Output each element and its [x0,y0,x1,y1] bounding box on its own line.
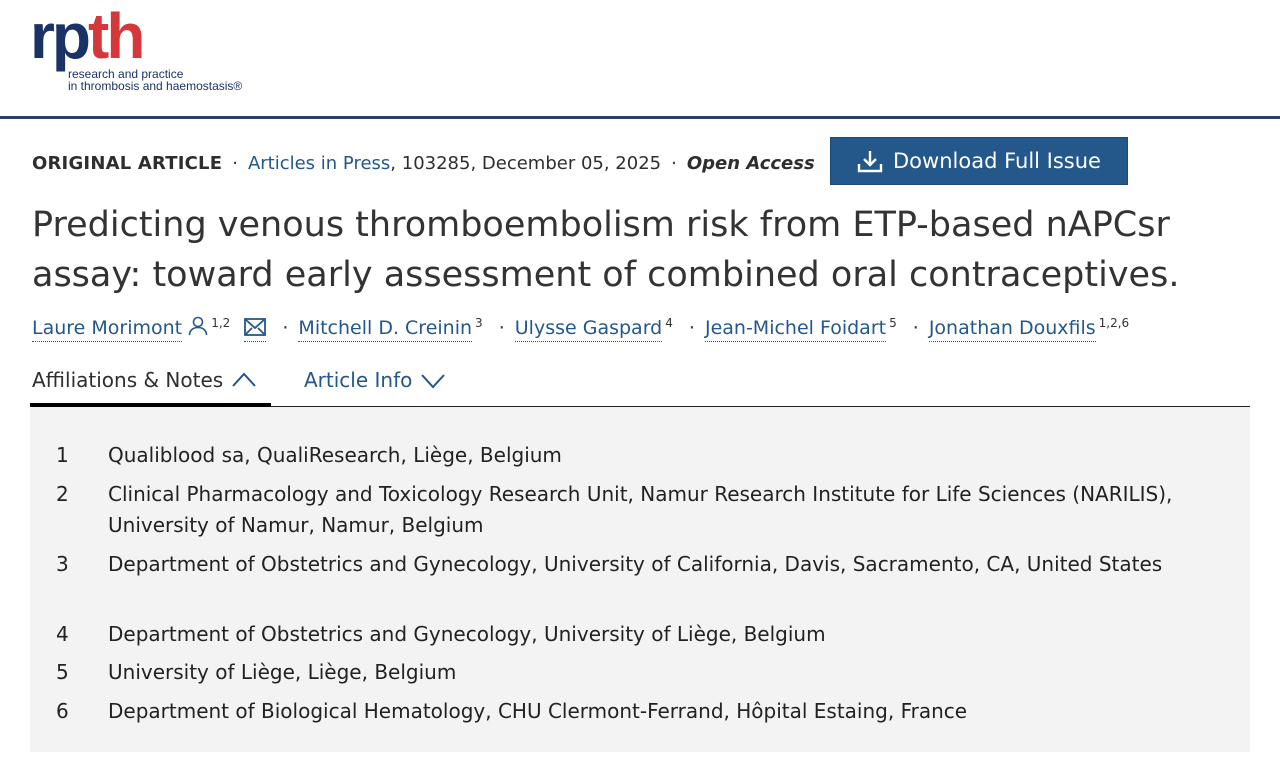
affiliations-panel [30,407,1250,752]
author-affiliation-sup: 1,2,6 [1098,316,1130,330]
affiliation-text: University of Liège, Liège, Belgium [108,660,457,684]
author-link[interactable]: Jean-Michel Foidart [705,317,886,342]
author-link[interactable]: Jonathan Douxfils [929,317,1096,342]
author-affiliation-sup: 1,2 [211,316,231,330]
affiliation-number: 1 [56,443,69,467]
affiliation-number: 3 [56,552,69,576]
author-affiliation-sup: 5 [889,316,897,330]
article-meta: ORIGINAL ARTICLE · Articles in Press, 103285, December 05, 2025 · Open Access [32,153,815,174]
affiliation-number: 4 [56,622,69,646]
chevron-up-icon [231,368,257,392]
chevron-down-icon [420,368,446,392]
logo-subtitle-2: in thrombosis and haemostasis® [68,79,243,93]
article-details: , 103285, December 05, 2025 [390,153,662,174]
email-icon[interactable] [244,317,266,342]
download-icon [857,149,883,173]
person-icon [188,316,208,336]
tab-affiliations-notes[interactable] [30,368,271,407]
affiliation-text: Clinical Pharmacology and Toxicology Research Unit, Namur Research Institute for Life Sciences (NARILIS), University of Namur, Namur, Belgium [108,482,1173,537]
article-tabs [30,368,1250,407]
author-link[interactable]: Mitchell D. Creinin [298,317,472,342]
tab-label: Article Info [304,368,413,392]
affiliation-number: 5 [56,660,69,684]
articles-in-press-link[interactable]: Articles in Press [247,153,391,174]
author-link[interactable]: Laure Morimont [32,317,182,342]
article-title: Predicting venous thromboembolism risk from ETP-based nAPCsr assay: toward early assessment of combined oral contraceptives. [32,205,1180,295]
affiliation-number: 2 [56,482,69,506]
author-affiliation-sup: 3 [475,316,483,330]
tab-label: Affiliations & Notes [32,368,224,392]
open-access-badge: Open Access [686,153,815,174]
logo-th: th [88,0,143,72]
affiliation-text: Qualiblood sa, QualiResearch, Liège, Belgium [108,443,562,467]
author-list: Laure Morimont $^{1,2}$ · Mitchell D. Creinin $^3$ · Ulysse Gaspard $^4$ · Jean-Michel Foidart $^5$ · Jonathan Douxfils $^{1,2,6}$ [32,316,1129,339]
download-full-issue-button[interactable] [830,137,1128,185]
logo-subtitle-1: research and practice [68,67,184,81]
tab-article-info[interactable] [304,368,446,406]
affiliation-text: Department of Obstetrics and Gynecology, University of California, Davis, Sacramento, CA, United States [108,552,1163,576]
header-divider [0,116,1280,119]
author-affiliation-sup: 4 [665,316,673,330]
affiliation-text: Department of Biological Hematology, CHU Clermont-Ferrand, Hôpital Estaing, France [108,699,968,723]
download-label: Download Full Issue [893,149,1101,173]
affiliation-number: 6 [56,699,69,723]
logo-rp: rp [30,0,88,72]
article-type: ORIGINAL ARTICLE [32,153,223,174]
affiliation-text: Department of Obstetrics and Gynecology, University of Liège, Belgium [108,622,826,646]
journal-logo[interactable] [30,0,270,100]
author-link[interactable]: Ulysse Gaspard [515,317,662,342]
